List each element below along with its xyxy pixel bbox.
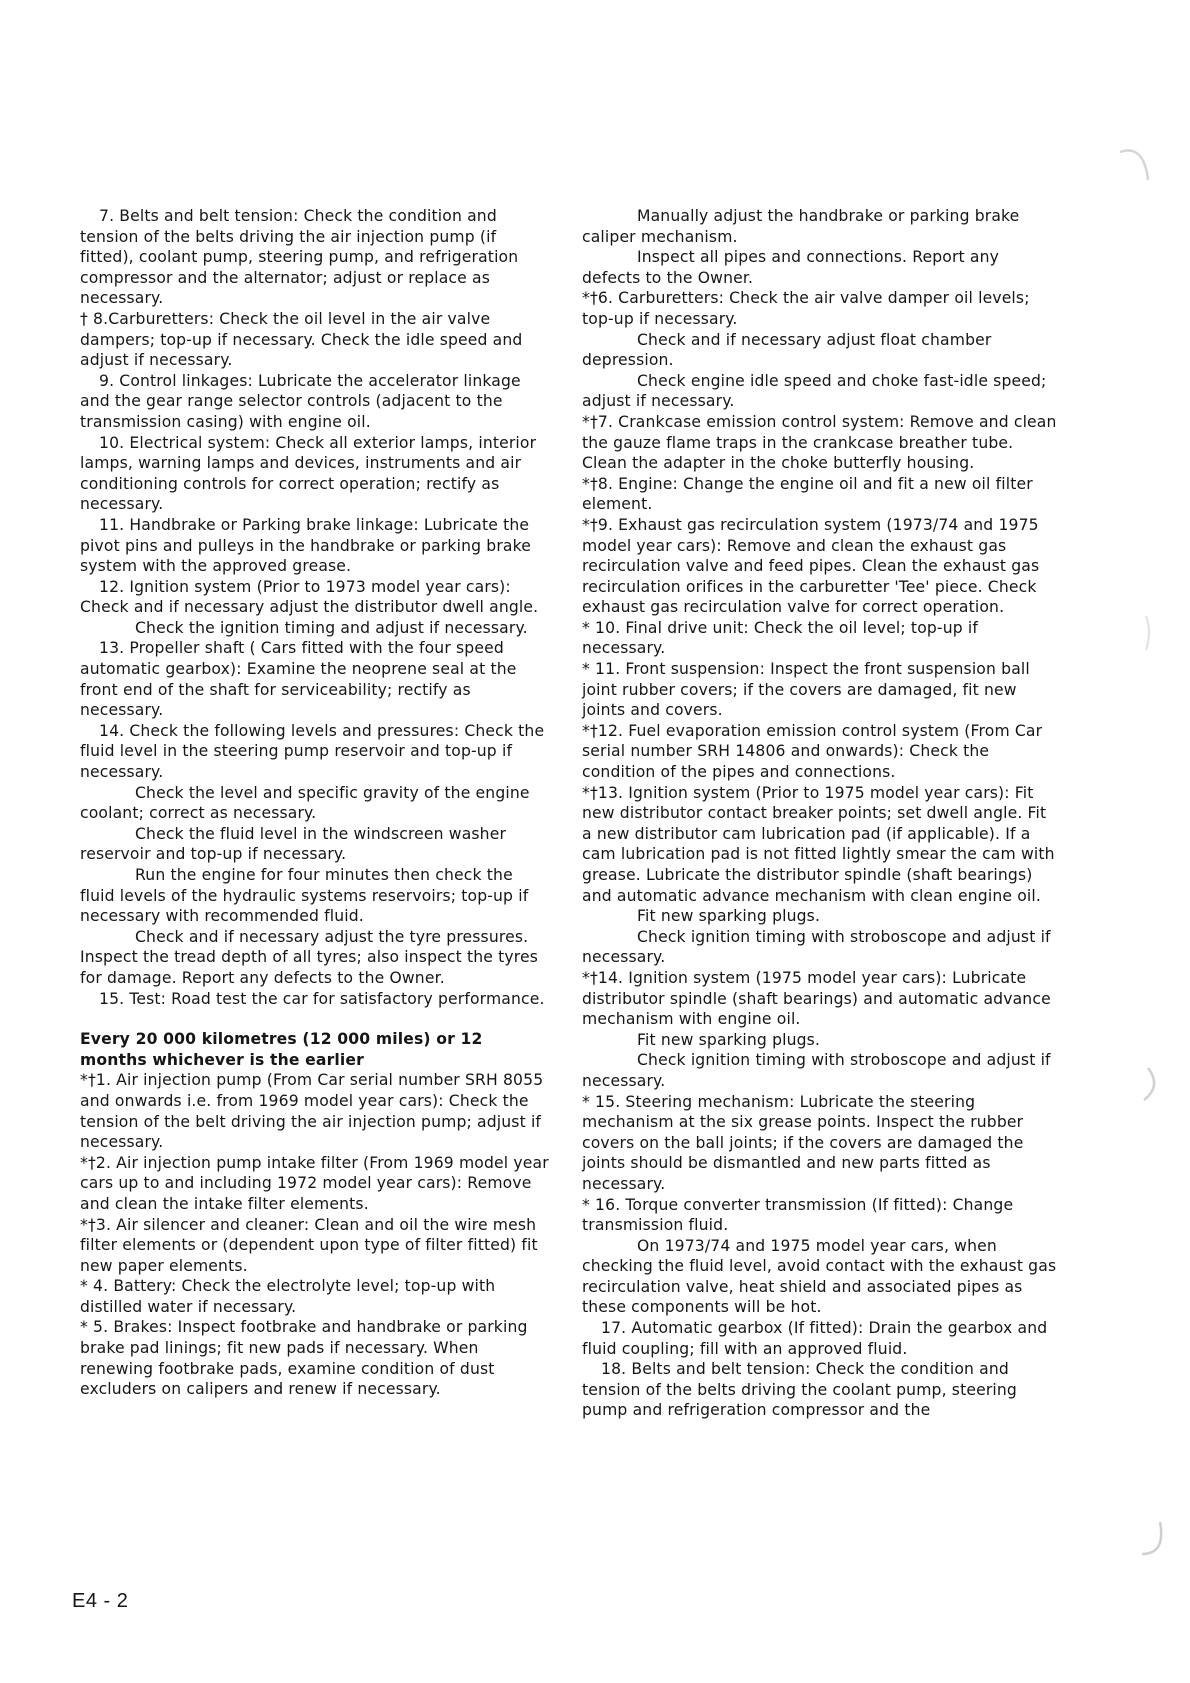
punch-hole-mark (1140, 610, 1174, 656)
right-column (582, 206, 1058, 1421)
paragraph: † 8.Carburetters: Check the oil level in the air valve dampers; top-up if necessary. Check the idle speed and adjust if necessary. (80, 309, 523, 370)
paragraph: 13. Propeller shaft ( Cars fitted with the four speed automatic gearbox): Examine the neoprene seal at the front end of the shaft for serviceability; rectify as necessary. (80, 639, 517, 720)
paragraph: 10. Electrical system: Check all exterior lamps, interior lamps, warning lamps and devices, instruments and air conditioning controls for correct operation; rectify as necessary. (80, 433, 537, 514)
paragraph: 12. Ignition system (Prior to 1973 model year cars): Check and if necessary adjust the distributor dwell angle. (80, 577, 539, 617)
paragraph: 14. Check the following levels and pressures: Check the fluid level in the steering pump reservoir and top-up if necessary. (80, 721, 545, 782)
paragraph: Fit new sparking plugs. (637, 907, 821, 926)
paragraph: 9. Control linkages: Lubricate the accelerator linkage and the gear range selector controls (adjacent to the transmission casing) with engine oil. (80, 371, 521, 431)
paragraph: *†13. Ignition system (Prior to 1975 model year cars): Fit new distributor contact breaker points; set dwell angle. Fit a new distributor cam lubrication pad (if applicable). If a cam lubrication pad is not fitted lightly smear the cam with grease. Lubricate the distributor spindle (shaft bearings) and automatic advance mechanism with clean engine oil. (582, 783, 1055, 905)
paragraph: *†14. Ignition system (1975 model year cars): Lubricate distributor spindle (shaft bearings) and automatic advance mechanism with engine oil. (582, 968, 1051, 1029)
page-number: E4 - 2 (72, 1590, 129, 1612)
paragraph: * 4. Battery: Check the electrolyte level; top-up with distilled water if necessary. (80, 1277, 496, 1316)
paragraph: * 11. Front suspension: Inspect the front suspension ball joint rubber covers; if the covers are damaged, fit new joints and covers. (582, 660, 1030, 720)
paragraph: Check engine idle speed and choke fast-idle speed; adjust if necessary. (582, 371, 1047, 411)
paragraph: Check the ignition timing and adjust if necessary. (135, 618, 528, 637)
paragraph: Manually adjust the handbrake or parking brake caliper mechanism. (582, 207, 1020, 246)
paragraph: Run the engine for four minutes then check the fluid levels of the hydraulic systems reservoirs; top-up if necessary with recommended fluid. (80, 866, 529, 926)
paragraph: Fit new sparking plugs. (637, 1030, 821, 1049)
paragraph: Check and if necessary adjust the tyre pressures. Inspect the tread depth of all tyres; also inspect the tyres for damage. Report any defects to the Owner. (80, 927, 538, 987)
paragraph: *†1. Air injection pump (From Car serial number SRH 8055 and onwards i.e. from 1969 model year cars): Check the tension of the belt driving the air injection pump; adjust if necessary. (80, 1071, 544, 1152)
punch-hole-mark (1118, 140, 1152, 186)
paragraph: Check the fluid level in the windscreen washer reservoir and top-up if necessary. (80, 824, 507, 864)
paragraph: Check and if necessary adjust float chamber depression. (582, 330, 992, 370)
paragraph: 15. Test: Road test the car for satisfactory performance. (99, 989, 545, 1008)
paragraph: *†9. Exhaust gas recirculation system (1973/74 and 1975 model year cars): Remove and clean the exhaust gas recirculation valve and feed pipes. Clean the exhaust gas recirculation orifices in the carburetter 'Tee' piece. Check exhaust gas recirculation valve for correct operation. (582, 515, 1040, 617)
paragraph: Check ignition timing with stroboscope and adjust if necessary. (582, 1051, 1051, 1090)
paragraph: * 16. Torque converter transmission (If fitted): Change transmission fluid. (582, 1195, 1014, 1235)
left-column (80, 206, 550, 1400)
punch-hole-mark (1140, 1520, 1174, 1566)
paragraph: Inspect all pipes and connections. Report any defects to the Owner. (582, 248, 1000, 287)
paragraph: *†2. Air injection pump intake filter (From 1969 model year cars up to and including 1972 model year cars): Remove and clean the intake filter elements. (80, 1153, 549, 1213)
paragraph: * 5. Brakes: Inspect footbrake and handbrake or parking brake pad linings; fit new pads if necessary. When renewing footbrake pads, examine condition of dust excluders on calipers and renew if necessary. (80, 1318, 528, 1399)
paragraph: *†3. Air silencer and cleaner: Clean and oil the wire mesh filter elements or (dependent upon type of filter fitted) fit new paper elements. (80, 1215, 538, 1275)
paragraph: *†6. Carburetters: Check the air valve damper oil levels; top-up if necessary. (582, 289, 1030, 328)
paragraph: Check ignition timing with stroboscope and adjust if necessary. (582, 927, 1051, 967)
paragraph: 7. Belts and belt tension: Check the condition and tension of the belts driving the air injection pump (if fitted), coolant pump, steering pump, and refrigeration compressor and the alternator; adjust or replace as necessary. (80, 207, 519, 308)
section-heading: Every 20 000 kilometres (12 000 miles) or 12 months whichever is the earlier (80, 1030, 483, 1069)
paragraph: Check the level and specific gravity of the engine coolant; correct as necessary. (80, 783, 530, 823)
paragraph: *†7. Crankcase emission control system: Remove and clean the gauze flame traps in the crankcase breather tube. Clean the adapter in the choke butterfly housing. (582, 412, 1057, 473)
paragraph: 18. Belts and belt tension: Check the condition and tension of the belts driving the coolant pump, steering pump and refrigeration compressor and the (582, 1360, 1017, 1420)
paragraph: 11. Handbrake or Parking brake linkage: Lubricate the pivot pins and pulleys in the handbrake or parking brake system with the approved grease. (80, 515, 531, 576)
paragraph: *†8. Engine: Change the engine oil and fit a new oil filter element. (582, 474, 1033, 514)
paragraph: * 10. Final drive unit: Check the oil level; top-up if necessary. (582, 618, 979, 658)
paragraph: * 15. Steering mechanism: Lubricate the steering mechanism at the six grease points. Inspect the rubber covers on the ball joints; if the covers are damaged the joints should be dismantled and new parts fitted as necessary. (582, 1092, 1024, 1193)
paragraph: 17. Automatic gearbox (If fitted): Drain the gearbox and fluid coupling; fill with an approved fluid. (582, 1319, 1048, 1358)
paragraph: *†12. Fuel evaporation emission control system (From Car serial number SRH 14806 and onwards): Check the condition of the pipes and connections. (582, 721, 1043, 782)
paragraph: On 1973/74 and 1975 model year cars, when checking the fluid level, avoid contact with the exhaust gas recirculation valve, heat shield and associated pipes as these components will be hot. (582, 1236, 1057, 1317)
punch-hole-mark (1140, 1062, 1174, 1108)
